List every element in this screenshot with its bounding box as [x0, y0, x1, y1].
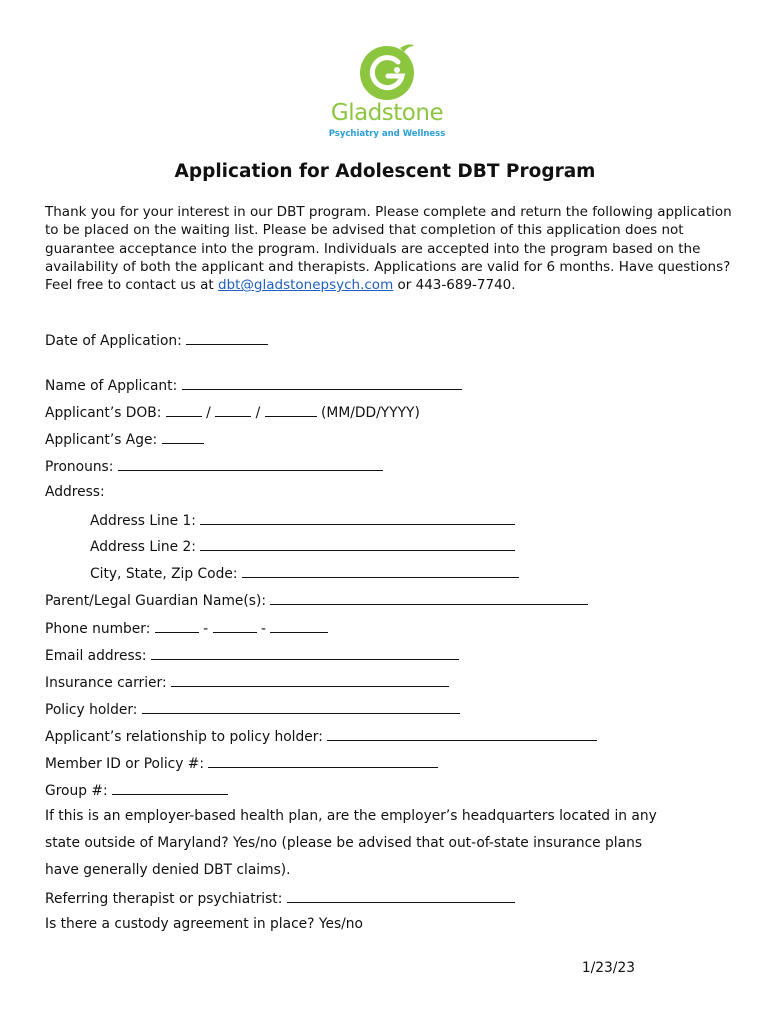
address-line1-row [90, 510, 515, 530]
city-label: City, State, Zip Code: [90, 566, 238, 582]
age-field[interactable] [162, 429, 204, 444]
pronouns-row [45, 456, 383, 476]
referring-label: Referring therapist or psychiatrist: [45, 891, 283, 907]
date-of-application-row [45, 330, 268, 350]
logo-subtitle: Psychiatry and Wellness [328, 129, 446, 139]
date-label: Date of Application: [45, 333, 182, 349]
dob-row [45, 402, 420, 422]
employer-question-line1: If this is an employer-based health plan, are the employer’s headquarters located in any [45, 808, 657, 824]
guardian-field[interactable] [270, 590, 588, 605]
gladstone-logo [322, 40, 452, 144]
city-state-zip-row [90, 563, 519, 583]
city-field[interactable] [242, 563, 519, 578]
address1-label: Address Line 1: [90, 513, 196, 529]
phone-line-field[interactable] [270, 618, 328, 633]
member-id-label: Member ID or Policy #: [45, 756, 204, 772]
applicant-name-row [45, 375, 462, 395]
dob-label: Applicant’s DOB: [45, 405, 162, 421]
phone-prefix-field[interactable] [213, 618, 257, 633]
employer-question-line2: state outside of Maryland? Yes/no (please be advised that out-of-state insurance plans [45, 835, 643, 851]
logo-mark-icon [322, 40, 452, 102]
employer-question-line3: have generally denied DBT claims). [45, 862, 291, 878]
custody-question: Is there a custody agreement in place? Yes/no [45, 916, 363, 932]
insurance-label: Insurance carrier: [45, 675, 167, 691]
age-label: Applicant’s Age: [45, 432, 158, 448]
relationship-row [45, 726, 597, 746]
email-link[interactable]: dbt@gladstonepsych.com [217, 277, 394, 294]
email-field[interactable] [151, 645, 459, 660]
logo-name: Gladstone [330, 100, 444, 126]
phone-row [45, 618, 328, 638]
date-field[interactable] [186, 330, 268, 345]
guardian-row [45, 590, 588, 610]
group-label: Group #: [45, 783, 108, 799]
phone-label: Phone number: [45, 621, 151, 637]
email-row [45, 645, 459, 665]
intro-text: Thank you for your interest in our DBT program. Please complete and return the following application to be placed on the waiting list. Please be advised that completion of this application does not guarantee acceptance into the program. Individuals are accepted into the program based on the availability of both the applicant and therapists. Applications are valid for 6 months. Have questions? Feel free to contact us at [45, 204, 732, 294]
name-field[interactable] [182, 375, 462, 390]
dob-format-hint: (MM/DD/YYYY) [321, 405, 420, 421]
dob-year-field[interactable] [265, 402, 317, 417]
intro-text-end: or 443-689-7740. [393, 277, 516, 294]
referring-row [45, 888, 515, 908]
age-row [45, 429, 204, 449]
address-line2-row [90, 536, 515, 556]
email-label: Email address: [45, 648, 147, 664]
guardian-label: Parent/Legal Guardian Name(s): [45, 593, 266, 609]
relationship-label: Applicant’s relationship to policy holder: [45, 729, 323, 745]
pronouns-label: Pronouns: [45, 459, 114, 475]
pronouns-field[interactable] [118, 456, 383, 471]
address2-label: Address Line 2: [90, 539, 196, 555]
address1-field[interactable] [200, 510, 515, 525]
dob-separator: / [255, 405, 261, 421]
phone-separator: - [260, 621, 266, 637]
address-row [45, 483, 105, 501]
page-title: Application for Adolescent DBT Program [174, 161, 596, 182]
member-id-field[interactable] [208, 753, 438, 768]
policy-holder-label: Policy holder: [45, 702, 138, 718]
footer-date: 1/23/23 [581, 960, 635, 976]
relationship-field[interactable] [327, 726, 597, 741]
intro-paragraph [45, 203, 745, 294]
name-label: Name of Applicant: [45, 378, 178, 394]
address2-field[interactable] [200, 536, 515, 551]
dob-day-field[interactable] [215, 402, 251, 417]
group-field[interactable] [112, 780, 228, 795]
address-label: Address: [45, 484, 105, 500]
group-row [45, 780, 228, 800]
dob-separator: / [206, 405, 211, 421]
policy-holder-field[interactable] [142, 699, 460, 714]
phone-separator: - [203, 621, 209, 637]
referring-field[interactable] [287, 888, 515, 903]
insurance-row [45, 672, 449, 692]
phone-area-field[interactable] [155, 618, 199, 633]
member-id-row [45, 753, 438, 773]
insurance-field[interactable] [171, 672, 449, 687]
policy-holder-row [45, 699, 460, 719]
dob-month-field[interactable] [166, 402, 202, 417]
